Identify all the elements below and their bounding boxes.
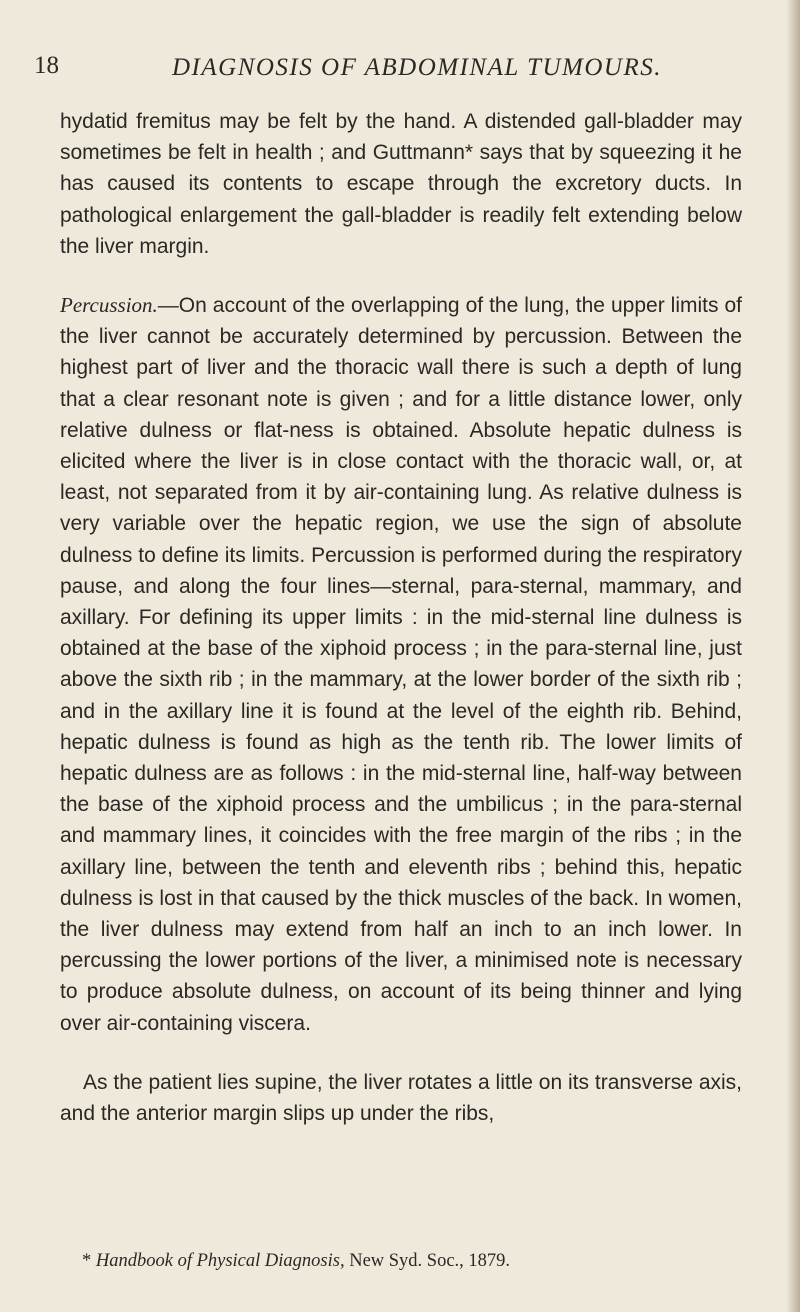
paragraph-percussion [60, 290, 742, 1039]
paragraph-text: hydatid fremitus may be felt by the hand. A distended gall-bladder may sometimes be felt in health ; and Guttmann* says that by squeezing it he has caused its contents to escape through the excretory ducts. In pathological enlargement the gall-bladder is readily felt extending below the liver margin. [60, 110, 742, 258]
paragraph-gall-bladder [60, 106, 742, 262]
page-header [30, 52, 770, 84]
footnote-book-title: Handbook of Physical Diagnosis, [95, 1251, 345, 1271]
section-heading-percussion: Percussion. [60, 293, 158, 318]
page-edge-shadow [786, 0, 800, 1312]
page-number: 18 [34, 52, 59, 79]
paragraph-patient-supine [60, 1067, 742, 1129]
footnote [82, 1249, 762, 1273]
body-text [60, 106, 742, 1129]
footnote-marker: * [82, 1251, 96, 1271]
running-title: DIAGNOSIS OF ABDOMINAL TUMOURS. [172, 54, 662, 81]
paragraph-text: As the patient lies supine, the liver rotates a little on its transverse axis, and the anterior margin slips up under the ribs, [60, 1070, 742, 1126]
paragraph-text: —On account of the overlapping of the lung, the upper limits of the liver cannot be accurately determined by percussion. Between the highest part of liver and the thoracic wall there is such a depth of lung that a clear resonant note is given ; and for a little distance lower, only relative dulness or flat-ness is obtained. Absolute hepatic dulness is elicited where the liver is in close contact with the thoracic wall, or, at least, not separated from it by air-containing lung. As relative dulness is very variable over the hepatic region, we use the sign of absolute dulness to define its limits. Percussion is performed during the respiratory pause, and along the four lines—sternal, para-sternal, mammary, and axillary. For defining its upper limits : in the mid-sternal line dulness is obtained at the base of the xiphoid process ; in the para-sternal line, just above the sixth rib ; in the mammary, at the lower border of the sixth rib ; and in the axillary line it is found at the level of the eighth rib. Behind, hepatic dulness is found as high as the tenth rib. The lower limits of hepatic dulness are as follows : in the mid-sternal line, half-way between the base of the xiphoid process and the umbilicus ; in the para-sternal and mammary lines, it coincides with the free margin of the ribs ; in the axillary line, between the tenth and eleventh ribs ; behind this, hepatic dulness is lost in that caused by the thick muscles of the back. In women, the liver dulness may extend from half an inch to an inch lower. In percussing the lower portions of the liver, a minimised note is necessary to produce absolute dulness, on account of its being thinner and lying over air-containing viscera. [60, 294, 742, 1035]
footnote-citation: New Syd. Soc., 1879. [344, 1251, 511, 1271]
